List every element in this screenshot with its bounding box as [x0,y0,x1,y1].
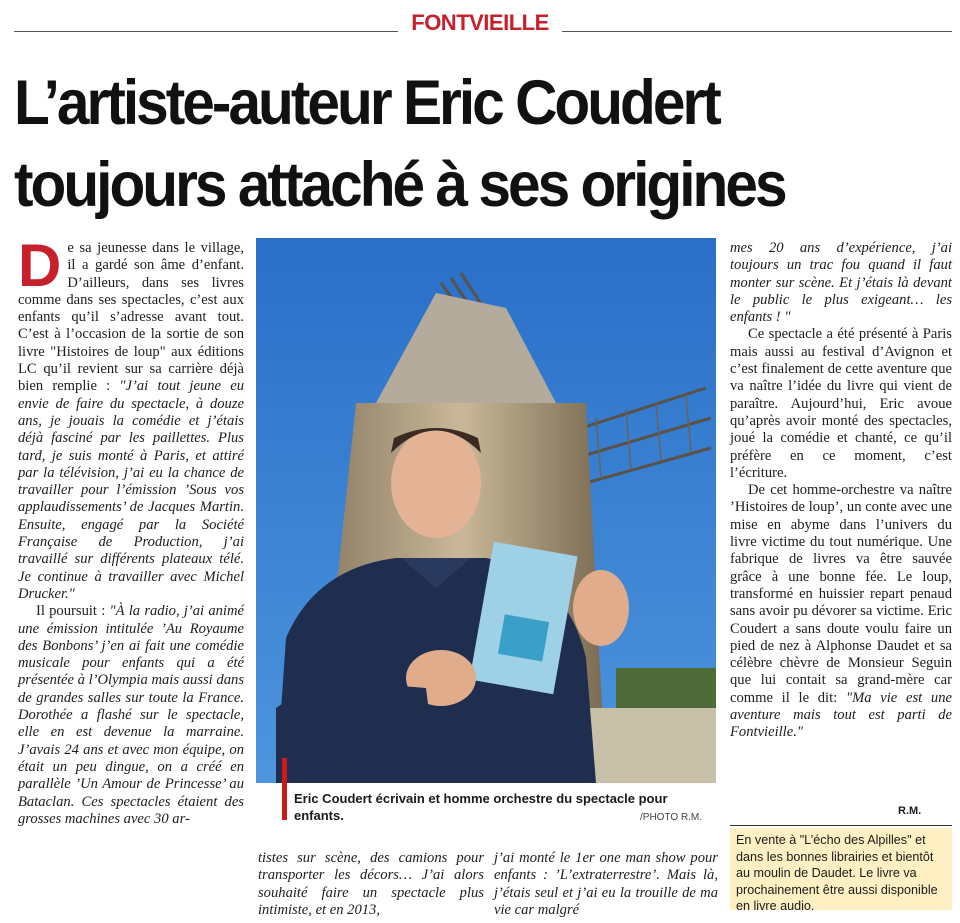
infobox-rule [730,825,952,826]
article-column-1 [18,232,244,828]
trac-quote: mes 20 ans d’expérience, j’ai toujours un trac fou quand il faut monter sur scène. Et j’étais là devant le public le plus exigeant… les enfants ! " [730,240,952,326]
windmill-portrait-image [256,238,716,783]
article-column-2 [258,850,484,919]
paragraph-radio [18,603,244,828]
radio-lead: Il poursuit : [36,603,110,620]
headline-line-1: L’artiste-auteur Eric Coudert [14,68,719,138]
caption-accent-bar [282,758,287,820]
paragraph-intro [18,232,244,603]
article-photo [256,238,716,783]
photo-caption: Eric Coudert écrivain et homme orchestre du spectacle pour enfants. [294,791,668,823]
dropcap: D [18,232,62,299]
rubric-rule-right [562,31,952,32]
rubric-rule-left [14,31,398,32]
photo-credit: /PHOTO R.M. [640,812,703,823]
column-3-text: j’ai monté le 1er one man show pour enfants : ’L’extraterrestre’. Mais là, j’étais seul et j’ai eu la trouille de ma vie car malgré [494,850,718,918]
article-column-3 [494,850,718,919]
paragraph-histoires [730,482,952,741]
article-column-4 [730,240,952,742]
sales-infobox: En vente à "L’écho des Alpilles" et dans les bonnes librairies et bientôt au moulin de Daudet. Le livre va prochainement être aussi disponible en livre audio. [730,828,952,910]
histoires-text: De cet homme-orchestre va naître ’Histoires de loup’, un conte avec une mise en abyme dans l’univers du livre victime du tout numérique. Une fabrique de livres va être sauvée grâce à une bonne fée. Le loup, transformé en huissier repart penaud sans avoir pu dévorer sa victime. Eric Coudert a sans doute voulu faire un pied de nez à Alphonse Daudet et sa célèbre chèvre de Monsieur Seguin que lui contait sa grand-mère car comme il le dit: [730,482,952,706]
intro-text: e sa jeunesse dans le village, il a gardé son âme d’enfant. D’ailleurs, dans ses livres comme dans ses spectacles, c’est aux enfants qu’il s’adresse avant tout. C’est à l’occasion de la sortie de son livre "Histoires de loup" aux éditions LC qu’il revient sur sa carrière déjà bien remplie : [18,240,244,395]
author-signature: R.M. [898,805,922,817]
headline [14,62,888,226]
intro-quote: "J’ai tout jeune eu envie de faire du spectacle, à douze ans, je jouais la comédie et j’étais déjà fasciné par les paillettes. Plus tard, je suis monté à Paris, et attiré par la télévision, j’ai eu la chance de travailler pour l’émission ’Sous vos applaudissements’ de Jacques Martin. Ensuite, engagé par la Société Française de Production, j’ai travaillé sur différents plateaux télé. Je continue à travailler avec Michel Drucker." [18,378,244,602]
closing-quote: "Ma vie est une aventure mais tout est parti de Fontvieille." [730,689,952,741]
paragraph-avignon: Ce spectacle a été présenté à Paris mais aussi au festival d’Avignon et c’est finalement de cette aventure que va naître l’idée du livre qui vient de paraître. Aujourd’hui, Eric avoue qu’après avoir monté des spectacles, joué la comédie et chanté, ce qu’il préfère en ce moment, c’est l’écriture. [730,326,952,481]
radio-quote: "À la radio, j’ai animé une émission intitulée ’Au Royaume des Bonbons’ j’en ai fait une comédie musicale pour enfants qui a été présentée à l’Olympia mais aussi dans de grandes salles sur toute la France. Dorothée a flashé sur le spectacle, elle en est devenue la marraine. J’avais 24 ans et avec mon équipe, on était un peu dingue, on a créé en parallèle ’Un Amour de Princesse’ au Bataclan. Ces spectacles étaient des grosses machines avec 30 ar- [18,603,244,827]
section-rubric: FONTVIEILLE [411,10,549,35]
column-2-text: tistes sur scène, des camions pour transporter les décors… J’ai alors souhaité faire un spectacle plus intimiste, et en 2013, [258,850,484,918]
headline-line-2: toujours attaché à ses origines [14,150,785,220]
